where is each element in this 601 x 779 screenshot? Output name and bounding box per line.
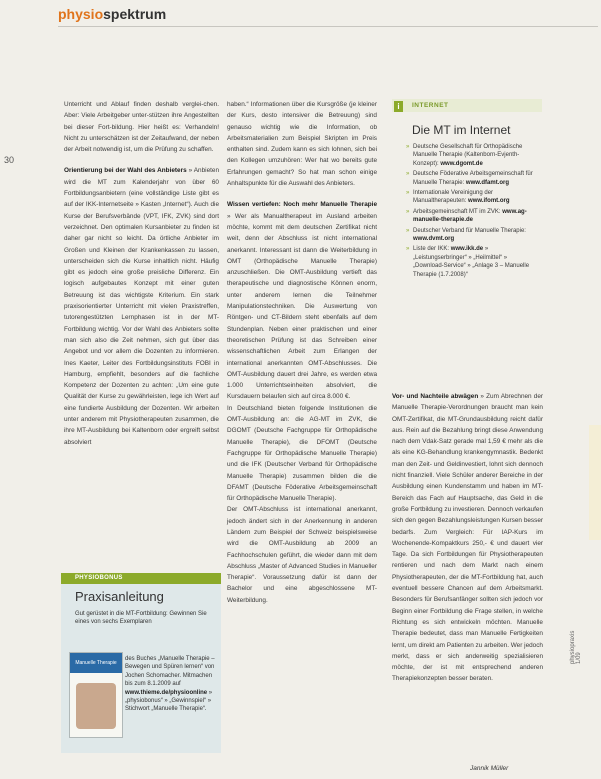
page-edge-strip [589,425,601,540]
info-item-link[interactable]: www.dvmt.org [413,236,455,243]
info-item-text: Deutscher Verband für Manuelle Therapie: [413,227,526,234]
page-number: 30 [4,155,15,165]
brand-suffix: spektrum [103,6,167,22]
bonus-label-b: BONUS [99,575,123,581]
info-list-item [406,189,536,206]
paragraph-text: » Anbieten wird die MT zum Kalenderjahr von über 60 Fortbildungsanbietern (eine vollständige Liste gibt es auf der IKK-Internetseite » Kasten „Internet“). Auch die Kurse der Berufsverbände (VPT, IFK, ZVK) sind dort verzeichnet. Den optimalen Kursanbieter zu finden ist daher gar nicht so leicht. Da örtliche Anbieter im Großen und Kleinen der Krankenkassen zu lassen, unterscheiden sich die Kurse inhaltlich nicht. Häufig gibt es jedoch eine große preisliche Differenz. Ein logisch aufgebautes Konzept mit einer guten Betreuung ist das wichtigste Kriterium. Ein stark praxisorientierter Unterricht mit vielen Praxistreffen, tutorengestützten Lernphasen ist in der MT-Fortbildung wichtig. Vor der Wahl des Anbieters sollte man sich also die Zeit nehmen, sich gut über das Angebot und vor allem die Dozenten zu informieren. Ines Kaeter, Leiter des Fortbildungsinstituts FOBI in Hamburg, empfiehlt, besonders auf die fachliche Kompetenz der Dozenten zu achten: „Um eine gute Qualität der Kurse zu gewährleisten, lege ich Wert auf eine fundierte Ausbildung der Dozenten. Wir arbeiten unter anderem mit Physiotherapeuten zusammen, die ihre MT-Ausbildung bei Kaltenborn oder ergreift selbst absolviert [64,167,220,446]
article-paragraph [227,199,377,402]
info-item-path: » „Leistungserbringer“ » „Heilmittel“ » „Download-Service“ » „Anlage 3 – Manuelle Therapie (1.7.2008)“ [413,246,530,278]
info-list-item [406,143,536,168]
header-brand [58,6,166,22]
paragraph-text: Unterricht und Ablauf finden deshalb verglei-chen. Aber: Viele Arbeitgeber unter-stützen ihre Angestellten bei dieser Fort-bildung. Hier heißt es: Verhandeln! Nicht zu unterschätzen ist der Zeitaufwand, der neben der Arbeit notwendig ist, um die Prüfung zu schaffen. [64,101,219,154]
info-list-item [406,208,536,225]
internet-info-box [392,99,542,335]
bonus-label-a: PHYSIO [75,575,100,581]
info-list-item [406,227,536,244]
article-column-3 [392,391,543,685]
info-marker-icon: i [394,101,403,112]
bonus-detail-text [125,655,215,714]
book-cover-title: Manuelle Therapie [70,653,122,673]
article-paragraph [227,99,377,189]
info-item-text: Liste der IKK: [413,246,451,253]
header-divider [58,26,598,27]
info-item-link[interactable]: www.ag-manuelle-therapie.de [413,208,527,224]
side-label: physiopraxis 1/09 [570,630,582,664]
bonus-box-label [75,575,123,581]
physiobonus-box [61,573,221,753]
author-signature: Jannik Müller [470,765,509,772]
book-cover-photo [76,683,116,729]
info-item-text: Arbeitsgemeinschaft MT im ZVK: [413,208,503,215]
info-box-label: INTERNET [412,102,449,109]
paragraph-spacer [64,155,219,165]
paragraph-spacer [227,189,377,199]
brand-prefix: physio [58,6,104,22]
bonus-link[interactable]: www.thieme.de/physioonline [125,689,208,696]
paragraph-text: » Zum Abrechnen der Manuelle Therapie-Verordnungen braucht man kein OMT-Zertifikat, die MT-Grundausbildung reicht dafür aus. Rein auf die Bezahlung bringt diese Anwendung nach dem Vdak-Satz gerade mal 1,59 € mehr als die als eine KG-Behandlung krankengymnastik. Bedenkt man den Zeit- und Geldinvestiert, lohnt sich dennoch nicht finanziell. Viele Schüler anderer Bereiche in der Ausbildung einen Kundenstamm und haben im MT-Bereich das Fach auf Hauptsache, das Geld in die große Fortbildung zu investieren. Dennoch verkaufen sich den gegen Bezahlungsleistungen Kursen besser bedarfs. Zum Vergleich: Für IAP-Kurs im Wochenende-Kompaktkurs 250,- € und dauert vier Tage. Da sich Fortbildungen für Physiotherapeuten rentieren und nach dem Markt nach einem Physiotherapeuten, der die MT-Fortbildung hat, auch eventuell bessere Chancen auf dem Arbeitsmarkt. Besonders für Berufsanfänger sollten sich jedoch vor Beginn einer Fortbildung die Frage stellen, in welche Richtung es sich entwickeln möchten. Manuelle Therapie bedeutet, dass man Manuelle Fertigkeiten lernt, um direkt am Patienten zu arbeiten. Wer jedoch merkt, dass er sich anderweitig spezialisieren möchte, der ist mit entsprechend anderen Therapiekonzepten besser beraten. [392,393,543,683]
paragraph-text: In Deutschland bieten folgende Institutionen die OMT-Ausbildung an: die AG-MT im ZVK, die DGOMT (Deutsche Fachgruppe für Orthopädische Manuelle Therapie), die DFOMT (Deutsche Fachgruppe für Orthopädische Manuelle Therapie) und die IFK (Deutscher Verband für Orthopädische Manuelle Therapie) zusammen bilden die die DFAMT (Deutsche Föderative Arbeitsgemeinschaft für Orthopädische Manuelle Therapie). [227,404,377,503]
bonus-intro-text: Gut gerüstet in die MT-Fortbildung: Gewinnen Sie eines von sechs Exemplaren [75,611,207,626]
book-cover-image [69,652,123,738]
bonus-title: Praxisanleitung [75,589,164,604]
bonus-detail-a: des Buches „Manuelle Therapie – Bewegen und Spüren lernen“ von Jochen Schomacher. Mitmachen bis zum 8.1.2009 auf [125,656,215,688]
section-heading: Wissen vertiefen: Noch mehr Manuelle Therapie [227,201,377,209]
info-item-link[interactable]: www.ifomt.org [468,198,510,205]
article-column-1 [64,99,219,448]
bonus-detail-b: » „physiobonus“ » „Gewinnspiel“ » Stichwort „Manuelle Therapie“. [125,689,213,713]
article-paragraph [227,403,377,505]
article-paragraph [64,165,219,447]
info-list-item [406,245,536,279]
info-box-title: Die MT im Internet [412,123,511,137]
paragraph-text: » Wer als Manualtherapeut im Ausland arbeiten möchte, kommt mit dem deutschen Zertifikat nicht weit, denn der Abschluss ist nicht international anerkannt. Interessant ist dann die Weiterbildung in OMT (Orthopädische Manuelle Therapie) anzuschließen. Die OMT-Ausbildung vertieft das therapeutische und diagnostische Können enorm, unter anderem lernen die Teilnehmer Manipulationstechniken. Die Auswertung von Röntgen- und CT-Bildern steht ebenfalls auf dem Stundenplan. Neben einer praktischen und einer theoretischen Prüfung ist das Schreiben einer wissenschaftlichen Arbeit zum Erlangen der international anerkannten OMT-Abschlusses. Die OMT-Ausbildung dauert drei Jahre, es werden etwa 1.000 Unterrichtseinheiten absolviert, die Kursdauern belaufen sich auf circa 8.000 €. [227,212,377,401]
info-item-link[interactable]: www.dgomt.de [440,160,483,167]
article-column-2 [227,99,377,606]
paragraph-text: haben.“ Informationen über die Kursgröße (je kleiner der Kurs, desto intensiver die Betreuung) sind genauso wichtig wie die Information, ob Arbeitsmaterialien zum Beispiel Skripten im Preis enthalten sind. Zudem kann es sich lohnen, sich bei den Kollegen umzuhören: Wer hat wo bereits gute Erfahrungen gemacht? So hat man schon einige Anhaltspunkte für die Auswahl des Anbieters. [227,101,377,188]
article-paragraph [227,504,377,606]
article-paragraph [64,99,219,155]
info-item-link[interactable]: www.ikk.de [450,246,484,253]
paragraph-text: Der OMT-Abschluss ist international anerkannt, jedoch ändert sich in der Anerkennung in anderen Ländern zum Beispiel der Schweiz beispielsweise wird die OMT-Ausbildung ab 2009 an Fachhochschulen geführt, die wieder dann mit dem Abschluss „Master of Advanced Studies in Manueller Therapie“. Voraussetzung dafür ist dann der Bachelor und eine abgeschlossene MT-Weiterbildung. [227,506,377,604]
article-paragraph [392,391,543,685]
info-list-item [406,170,536,187]
section-heading: Orientierung bei der Wahl des Anbieters [64,167,187,175]
info-item-text: Deutsche Föderative Arbeitsgemeinschaft für Manuelle Therapie: [413,171,533,186]
info-item-link[interactable]: www.dfamt.org [465,179,510,186]
info-link-list [406,143,536,281]
info-item-text: Deutsche Gesellschaft für Orthopädische Manuelle Therapie (Kaltenborn-Evjenth-Konzept): [413,144,523,167]
info-item-text: Internationale Vereinigung der Manualtherapeuten: [413,190,494,205]
section-heading: Vor- und Nachteile abwägen [392,393,479,400]
